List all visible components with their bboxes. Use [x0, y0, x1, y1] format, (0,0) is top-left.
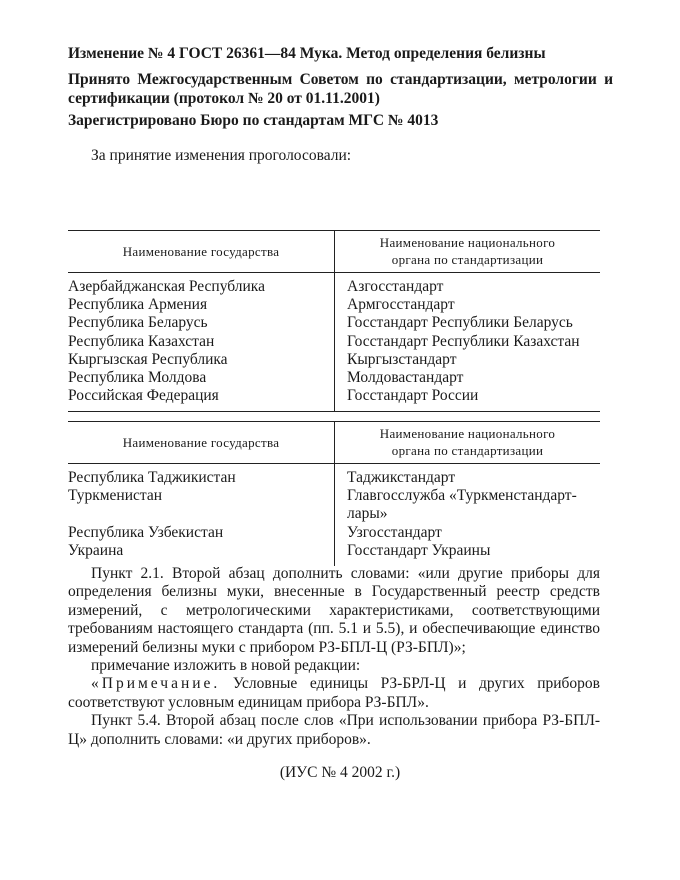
state-column-header: Наименование государства — [68, 231, 335, 273]
table-row — [68, 369, 600, 387]
voting-table-2 — [68, 421, 600, 566]
paragraph-5-4: Пункт 5.4. Второй абзац после слов «При использовании прибора РЗ-БПЛ-Ц» дополнить словами: «и других приборов». — [68, 712, 600, 748]
body-cell: Молдовастандарт — [347, 369, 464, 387]
body-column-header — [335, 422, 601, 464]
table-row — [68, 464, 600, 488]
table-row — [68, 314, 600, 332]
state-cell: Республика Узбекистан — [68, 524, 335, 542]
paragraph-note-intro: примечание изложить в новой редакции: — [91, 657, 361, 675]
body-cell: Армгосстандарт — [347, 296, 455, 314]
table-row — [68, 387, 600, 412]
table-row — [68, 487, 600, 523]
body-cell: Таджикстандарт — [347, 469, 456, 486]
voting-intro: За принятие изменения проголосовали: — [91, 147, 352, 164]
body-cell: Госстандарт Республики Казахстан — [347, 332, 580, 350]
table-header-row — [68, 231, 600, 273]
note-label: «Примечание. — [91, 675, 221, 693]
body-cell: Главгосслужба «Туркменстандарт-лары» — [347, 487, 577, 523]
registration-statement: Зарегистрировано Бюро по стандартам МГС № 4013 — [68, 112, 439, 129]
ius-reference: (ИУС № 4 2002 г.) — [279, 764, 401, 781]
table-row — [68, 273, 600, 297]
state-cell: Российская Федерация — [68, 387, 335, 412]
state-cell: Азербайджанская Республика — [68, 273, 335, 297]
body-cell: Госстандарт Республики Беларусь — [347, 314, 573, 332]
body-column-header-line2: органа по стандартизации — [391, 252, 544, 267]
state-cell: Республика Таджикистан — [68, 464, 335, 488]
table-header-row — [68, 422, 600, 464]
table-row — [68, 296, 600, 314]
body-cell: Госстандарт России — [335, 387, 601, 412]
state-cell: Кыргызская Республика — [68, 351, 335, 369]
amendment-title: Изменение № 4 ГОСТ 26361—84 Мука. Метод определения белизны — [68, 45, 546, 62]
body-column-header-line1: Наименование национального — [379, 235, 556, 250]
table-row — [68, 524, 600, 542]
paragraph-note — [68, 675, 600, 712]
adoption-statement: Принято Межгосударственным Советом по стандартизации, метрологии и сертификации (протокол № 20 от 01.11.2001) — [68, 71, 613, 107]
table-row — [68, 542, 600, 566]
table-row — [68, 351, 600, 369]
body-cell: Узгосстандарт — [347, 523, 442, 541]
state-cell: Республика Беларусь — [68, 314, 335, 332]
paragraph-2-1: Пункт 2.1. Второй абзац дополнить словами: «или другие приборы для определения белизны муки, внесенные в Государственный реестр средств измерений, с метрологическими характеристиками, соответствующими требованиям настоящего стандарта (пп. 5.1 и 5.5), и обеспечивающие единство измерений белизны муки с прибором РЗ-БПЛ-Ц (РЗ-БПЛ)»; — [68, 565, 600, 656]
body-cell: Азгосстандарт — [347, 278, 444, 295]
body-cell: Кыргызстандарт — [347, 350, 457, 368]
state-cell: Республика Армения — [68, 296, 335, 314]
body-column-header — [335, 231, 601, 273]
state-cell: Украина — [68, 542, 335, 566]
state-cell: Республика Казахстан — [68, 333, 335, 351]
body-cell: Госстандарт Украины — [347, 541, 491, 559]
state-cell: Республика Молдова — [68, 369, 335, 387]
voting-table-1 — [68, 230, 600, 412]
state-cell: Туркменистан — [68, 487, 335, 523]
table-row — [68, 333, 600, 351]
body-column-header-line2: органа по стандартизации — [391, 443, 544, 458]
note-text: Условные единицы РЗ-БРЛ-Ц и других приборов соответствуют условным единицам прибора РЗ-БПЛ». — [68, 675, 600, 711]
amendment-body — [68, 565, 600, 749]
body-column-header-line1: Наименование национального — [379, 426, 556, 441]
state-column-header: Наименование государства — [68, 422, 335, 464]
